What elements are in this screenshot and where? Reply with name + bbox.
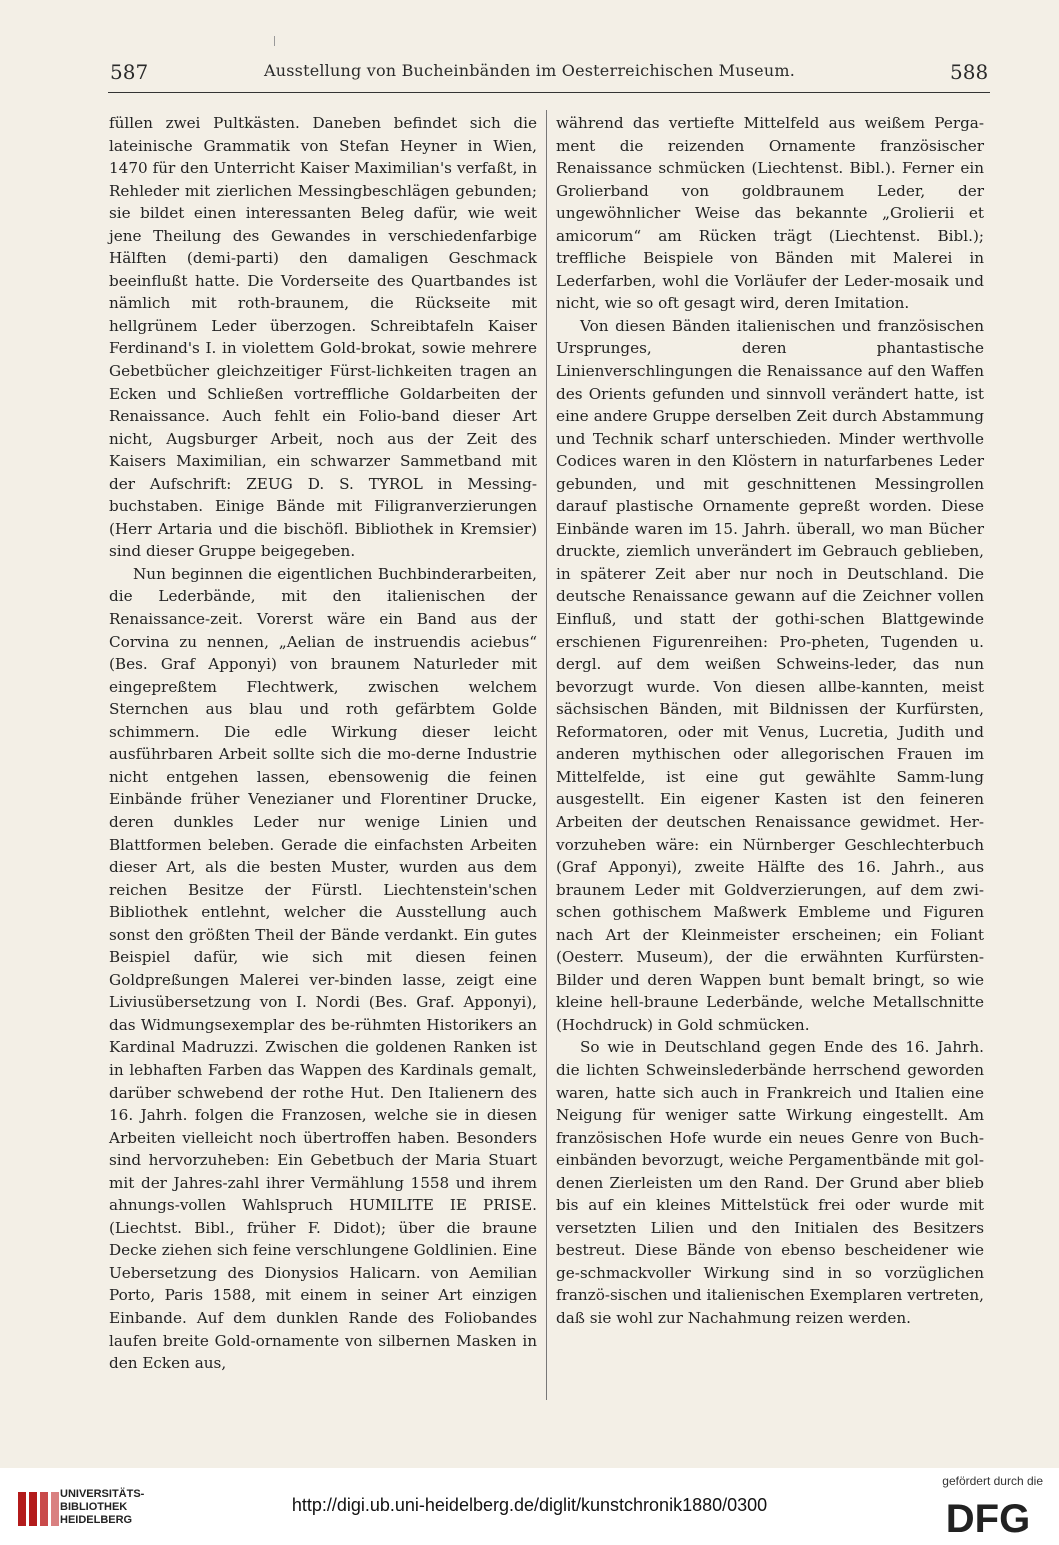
- viewer-footer: [0, 1468, 1059, 1545]
- library-name: UNIVERSITÄTS- BIBLIOTHEK HEIDELBERG: [60, 1488, 145, 1526]
- page-number-right: 588: [950, 60, 989, 84]
- page-number-left: 587: [110, 60, 149, 84]
- dfg-logo-icon[interactable]: [935, 1494, 1041, 1538]
- header-rule: [108, 92, 990, 93]
- paragraph: während das vertiefte Mittelfeld aus weißem Perga-ment die reizenden Ornamente französischer Renaissance schmücken (Liechtenst. Bibl.). Ferner ein Grolierband von goldbraunem Leder, der ungewöhnlicher Weise das bekannte „Grolierii et amicorum“ am Rücken trägt (Liechtenst. Bibl.); treffliche Beispiele von Bänden mit Malerei in Lederfarben, wohl die Vorläufer der Leder-mosaik und nicht, wie so oft gesagt wird, deren Imitation.: [556, 114, 984, 313]
- left-column: [109, 112, 537, 1375]
- paragraph: So wie in Deutschland gegen Ende des 16. Jahrh. die lichten Schweinslederbände herrschend geworden waren, hatte sich auch in Frankreich und Italien eine Neigung für weniger satte Wirkung eingestellt. Am französischen Hofe wurde ein neues Genre von Buch-einbänden bevorzugt, weiche Pergamentbände mit gol-denen Zierleisten um den Rand. Der Grund aber blieb bis auf ein kleines Mittelstück frei oder wurde mit versetzten Lilien und den Initialen des Besitzers bestreut. Diese Bände von ebenso bescheidener wie ge-schmackvoller Wirkung sind in so vorzüglichen franzö-sischen und italienischen Exemplaren vertreten, daß sie wohl zur Nachahmung reizen werden.: [556, 1038, 984, 1327]
- paragraph: Von diesen Bänden italienischen und französischen Ursprunges, deren phantastische Linienverschlingungen die Renaissance auf den Waffen des Orients gefunden und sinnvoll verändert hatte, ist eine andere Gruppe derselben Zeit durch Abstammung und Technik scharf unterschieden. Minder werthvolle Codices waren in den Klöstern in naturfarbenes Leder gebunden, und mit geschnittenen Messingrollen darauf plastische Ornamente gepreßt worden. Diese Einbände waren im 15. Jahrh. überall, wo man Bücher druckte, ziemlich unverändert im Gebrauch geblieben, in späterer Zeit aber nur noch in Deutschland. Die deutsche Renaissance gewann auf die Zeichner vollen Einfluß, und statt der gothi-schen Blattgewinde erschienen Figurenreihen: Pro-pheten, Tugenden u. dergl. auf dem weißen Schweins-leder, das nun bevorzugt wurde. Von diesen allbe-kannten, meist sächsischen Bänden, mit Bildnissen der Kurfürsten, Reformatoren, oder mit Venus, Lucretia, Judith und anderen mythischen oder allegorischen Frauen im Mittelfelde, ist eine gut gewählte Samm-lung ausgestellt. Ein eigener Kasten ist den feineren Arbeiten der deutschen Renaissance gewidmet. Her-vorzuheben wäre: ein Nürnberger Geschlechterbuch (Graf Apponyi), zweite Hälfte des 16. Jahrh., aus braunem Leder mit Goldverzierungen, auf dem zwi-schen gothischem Maßwerk Embleme und Figuren nach Art der Kleinmeister erscheinen; ein Foliant (Oesterr. Museum), der die erwähnten Kurfürsten-Bilder und deren Wappen bunt bemalt bringt, so wie kleine hell-braune Lederbände, welche Metallschnitte (Hochdruck) in Gold schmücken.: [556, 316, 984, 1034]
- scan-mark: [274, 36, 275, 46]
- dfg-logo-text: DFG: [945, 1497, 1031, 1538]
- paragraph: Nun beginnen die eigentlichen Buchbinderarbeiten, die Lederbände, mit den italienischen der Renaissance-zeit. Vorerst wäre ein Band aus der Corvina zu nennen, „Aelian de instruendis aciebus“ (Bes. Graf Apponyi) von braunem Naturleder mit eingepreßtem Flechtwerk, zwischen welchem Sternchen aus blau und roth gefärbtem Golde schimmern. Die edle Wirkung dieser leicht ausführbaren Arbeit sollte sich die mo-derne Industrie nicht entgehen lassen, ebensowenig die feinen Einbände früher Venezianer und Florentiner Drucke, deren dunkles Leder nur wenige Linien und Blattformen beleben. Gerade die einfachsten Arbeiten dieser Art, als die besten Muster, wurden aus dem reichen Besitze der Fürstl. Liechtenstein'schen Bibliothek entlehnt, welcher die Ausstellung auch sonst den größten Theil der Bände verdankt. Ein gutes Beispiel dafür, wie sich mit diesen feinen Goldpreßungen Malerei ver-binden lasse, zeigt eine Liviusübersetzung von I. Nordi (Bes. Graf. Apponyi), das Widmungsexemplar des be-rühmten Historikers an Kardinal Madruzzi. Zwischen die goldenen Ranken ist in lebhaften Farben das Wappen des Kardinals gemalt, darüber schwebend der rothe Hut. Den Italienern des 16. Jahrh. folgen die Franzosen, welche sie in diesen Arbeiten vielleicht noch übertroffen haben. Besonders sind hervorzuheben: Ein Gebetbuch der Maria Stuart mit der Jahres-zahl ihrer Vermählung 1558 und ihrem ahnungs-vollen Wahlspruch HUMILITE IE PRISE. (Liechtst. Bibl., früher F. Didot); über die braune Decke ziehen sich feine verschlungene Goldlinien. Eine Uebersetzung des Dionysios Halicarn. von Aemilian Porto, Paris 1588, mit einem in seiner Art einzigen Einbande. Auf dem dunklen Rande des Foliobandes laufen breite Gold-ornamente von silbernen Masken in den Ecken aus,: [109, 564, 537, 1373]
- running-title: Ausstellung von Bucheinbänden im Oesterreichischen Museum.: [263, 61, 796, 80]
- paragraph: füllen zwei Pultkästen. Daneben befindet sich die lateinische Grammatik von Stefan Heyner in Wien, 1470 für den Unterricht Kaiser Maximilian's verfaßt, in Rehleder mit zierlichen Messingbeschlägen gebunden; sie bildet einen interessanten Beleg dafür, wie weit jene Theilung des Gewandes in verschiedenfarbige Hälften (demi-parti) den damaligen Geschmack beeinflußt hatte. Die Vorderseite des Quartbandes ist nämlich mit roth-braunem, die Rückseite mit hellgrünem Leder überzogen. Schreibtafeln Kaiser Ferdinand's I. in violettem Gold-brokat, sowie mehrere Gebetbücher gleichzeitiger Fürst-lichkeiten tragen an Ecken und Schließen vortreffliche Goldarbeiten der Renaissance. Auch fehlt ein Folio-band dieser Art nicht, Augsburger Arbeit, noch aus der Zeit des Kaisers Maximilian, ein schwarzer Sammetband mit der Aufschrift: ZEUG D. S. TYROL in Messing-buchstaben. Einige Bände mit Filigranverzierungen (Herr Artaria und die bischöfl. Bibliothek in Kremsier) sind dieser Gruppe beigegeben.: [109, 114, 537, 561]
- right-column: [556, 112, 984, 1330]
- sponsor-text: gefördert durch die: [942, 1474, 1043, 1488]
- column-divider: [546, 110, 547, 1400]
- permalink-url[interactable]: http://digi.ub.uni-heidelberg.de/diglit/kunstchronik1880/0300: [291, 1495, 768, 1515]
